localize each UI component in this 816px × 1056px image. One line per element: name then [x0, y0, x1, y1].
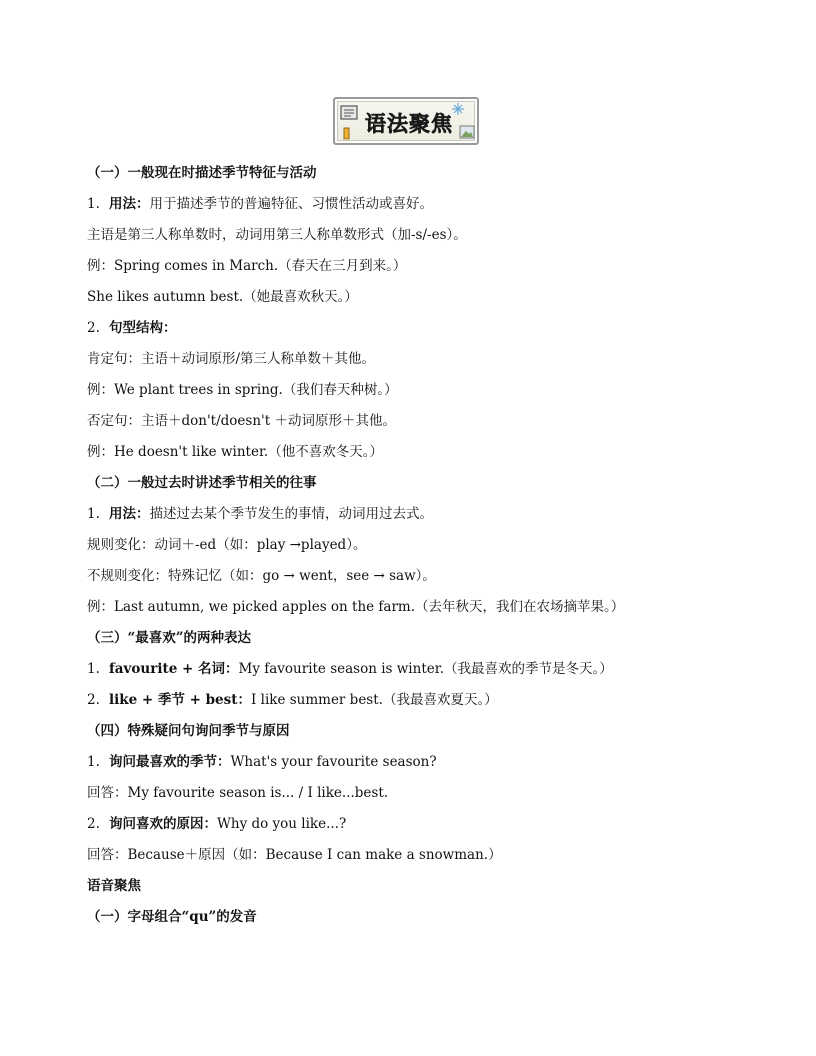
item-number: 1.	[87, 754, 100, 770]
text-line: 例：We plant trees in spring.（我们春天种树。）	[87, 382, 398, 398]
text-line: She likes autumn best.（她最喜欢秋天。）	[87, 289, 358, 305]
text-line: 回答：Because＋原因（如：Because I can make a snowman.）	[87, 847, 502, 863]
section-heading: （三）“最喜欢”的两种表达	[87, 630, 252, 646]
text-line: 肯定句：主语＋动词原形/第三人称单数＋其他。	[87, 351, 376, 367]
text-line: 规则变化：动词＋-ed（如：play →played）。	[87, 537, 367, 553]
item-text: I like summer best.（我最喜欢夏天。）	[251, 692, 498, 708]
text-line	[87, 654, 747, 685]
text-line: 例：He doesn't like winter.（他不喜欢冬天。）	[87, 444, 383, 460]
item-label: favourite + 名词：	[109, 661, 239, 677]
item-text: 用于描述季节的普遍特征、习惯性活动或喜好。	[149, 196, 433, 212]
text-line: 例：Spring comes in March.（春天在三月到来。）	[87, 258, 407, 274]
text-line: 回答：My favourite season is... / I like...best.	[87, 785, 389, 801]
item-number: 1.	[87, 661, 100, 677]
grammar-content	[87, 158, 747, 933]
item-label: 用法：	[109, 506, 150, 522]
item-text: What's your favourite season?	[230, 754, 437, 770]
section-heading: （二）一般过去时讲述季节相关的往事	[87, 475, 317, 491]
item-label: 询问喜欢的原因：	[109, 816, 217, 832]
item-text: Why do you like...?	[217, 816, 347, 832]
pencil-icon	[341, 126, 357, 142]
text-line	[87, 809, 747, 840]
section-heading: （一）字母组合“qu”的发音	[87, 909, 257, 925]
text-line	[87, 313, 747, 344]
item-text: My favourite season is winter.（我最喜欢的季节是冬天。）	[238, 661, 613, 677]
banner-title: 语法聚焦	[365, 112, 453, 136]
text-line	[87, 189, 747, 220]
item-label: 句型结构：	[109, 320, 177, 336]
item-number: 1.	[87, 506, 100, 522]
item-number: 1.	[87, 196, 100, 212]
item-number: 2.	[87, 320, 100, 336]
item-text: 描述过去某个季节发生的事情，动词用过去式。	[149, 506, 433, 522]
text-line	[87, 747, 747, 778]
section-heading: （四）特殊疑问句询问季节与原因	[87, 723, 290, 739]
section-heading: （一）一般现在时描述季节特征与活动	[87, 165, 317, 181]
section-banner	[333, 97, 479, 145]
text-line: 不规则变化：特殊记忆（如：go → went，see → saw）。	[87, 568, 436, 584]
item-number: 2.	[87, 692, 100, 708]
item-label: 询问最喜欢的季节：	[109, 754, 231, 770]
text-line	[87, 685, 747, 716]
notebook-icon	[339, 103, 361, 123]
item-label: 用法：	[109, 196, 150, 212]
section-heading: 语音聚焦	[87, 878, 141, 894]
text-line: 例：Last autumn, we picked apples on the farm.（去年秋天，我们在农场摘苹果。）	[87, 599, 625, 615]
item-label: like + 季节 + best：	[109, 692, 251, 708]
text-line	[87, 499, 747, 530]
item-number: 2.	[87, 816, 100, 832]
text-line: 否定句：主语＋don't/doesn't ＋动词原形＋其他。	[87, 413, 396, 429]
text-line: 主语是第三人称单数时，动词用第三人称单数形式（加-s/-es）。	[87, 227, 467, 243]
